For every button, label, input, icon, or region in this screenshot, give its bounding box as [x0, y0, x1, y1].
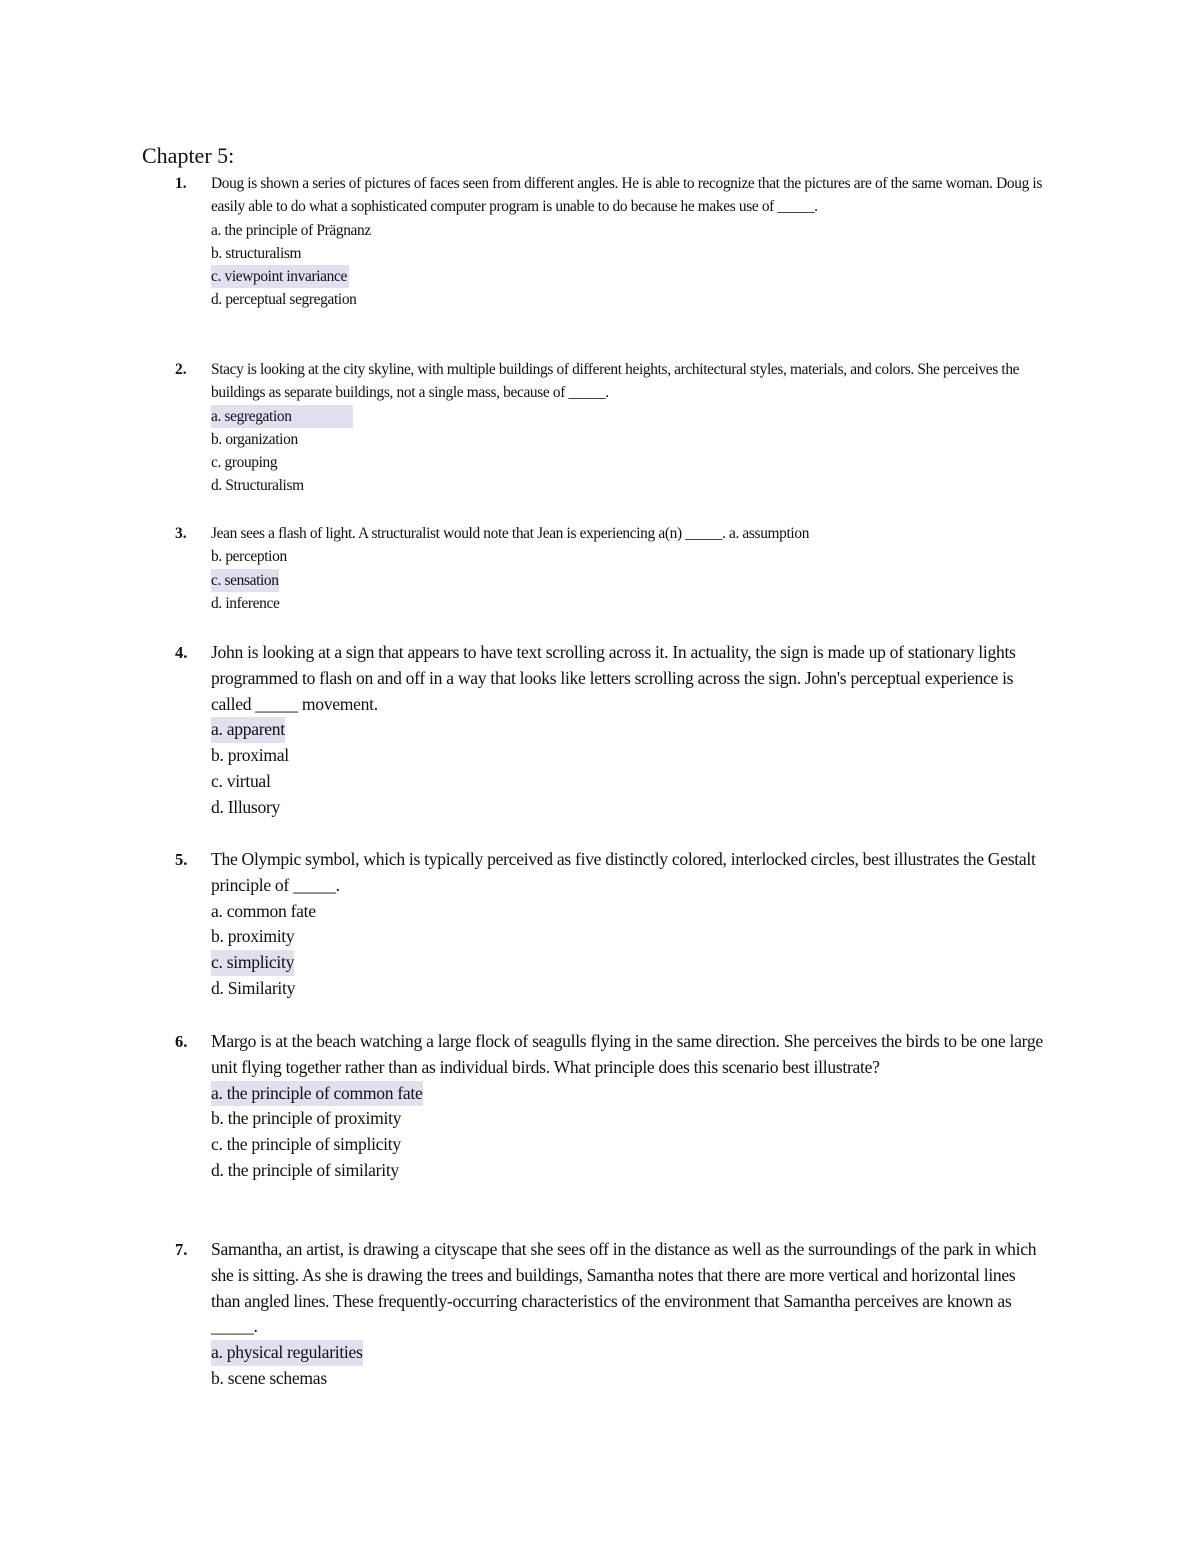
- answer-option-highlighted: c. simplicity: [211, 950, 1046, 976]
- answer-option: d. Structuralism: [211, 477, 304, 495]
- question-text: Samantha, an artist, is drawing a cityscape that she sees off in the distance as well as the surroundings of the park in which she is sitting. As she is drawing the trees and buildings, Samantha notes that there are more vertical and horizontal lines than angled lines. These frequently-occurring characteristics of the environment that Samantha perceives are known as _____.: [211, 1239, 1037, 1337]
- answer-option-highlighted: c. sensation: [211, 569, 1046, 592]
- question-number: 1.: [175, 175, 187, 192]
- question-text: John is looking at a sign that appears to have text scrolling across it. In actuality, the sign is made up of stationary lights programmed to flash on and off in a way that looks like letters scrolling across the sign. John's perceptual experience is called _____ movement.: [211, 642, 1016, 714]
- answer-option: c. the principle of simplicity: [211, 1134, 401, 1155]
- answer-option-highlighted: a. physical regularities: [211, 1340, 1046, 1366]
- answer-option-highlighted: a. segregation: [211, 405, 1046, 428]
- question-body: [211, 640, 1046, 821]
- question-text: Doug is shown a series of pictures of faces seen from different angles. He is able to recognize that the pictures are of the same woman. Doug is easily able to do what a sophisticated computer program is unable to do because he makes use of _____.: [211, 175, 1043, 216]
- answer-option: c. grouping: [211, 454, 278, 472]
- answer-option: d. the principle of similarity: [211, 1159, 399, 1180]
- answer-option-highlighted: a. the principle of common fate: [211, 1081, 1046, 1107]
- answer-option: b. organization: [211, 430, 298, 448]
- question-number: 6.: [175, 1032, 188, 1051]
- question-text: Margo is at the beach watching a large flock of seagulls flying in the same direction. She perceives the birds to be one large unit flying together rather than as individual birds. What principle does this scenario best illustrate?: [211, 1031, 1043, 1077]
- question-number: 3.: [175, 525, 187, 542]
- answer-option: d. Illusory: [211, 796, 281, 817]
- question-body: [211, 172, 1046, 312]
- question-body: [211, 847, 1046, 1002]
- answer-option-highlighted: a. apparent: [211, 717, 1046, 743]
- question-body: [211, 522, 1046, 615]
- question-text: Stacy is looking at the city skyline, with multiple buildings of different heights, architectural styles, materials, and colors. She perceives the buildings as separate buildings, not a single mass, because of _____.: [211, 361, 1020, 402]
- answer-option: b. structuralism: [211, 244, 302, 262]
- answer-option: b. proximity: [211, 926, 295, 947]
- answer-option: d. perceptual segregation: [211, 291, 357, 309]
- answer-option: b. perception: [211, 548, 287, 566]
- answer-option: d. inference: [211, 594, 280, 612]
- answer-option-highlighted: c. viewpoint invariance: [211, 265, 1046, 288]
- question-text: The Olympic symbol, which is typically perceived as five distinctly colored, interlocked circles, best illustrates the Gestalt principle of _____.: [211, 849, 1036, 895]
- answer-option: b. the principle of proximity: [211, 1108, 402, 1129]
- question-number: 4.: [175, 643, 188, 662]
- chapter-title: Chapter 5:: [142, 143, 235, 168]
- question-text: Jean sees a flash of light. A structuralist would note that Jean is experiencing a(n) _____. a. assumption: [211, 525, 810, 542]
- answer-option: d. Similarity: [211, 977, 296, 998]
- answer-option: b. proximal: [211, 745, 289, 766]
- answer-option: c. virtual: [211, 770, 271, 791]
- answer-option: a. the principle of Prägnanz: [211, 221, 371, 239]
- answer-option: b. scene schemas: [211, 1367, 327, 1388]
- question-body: [211, 1237, 1046, 1392]
- question-number: 7.: [175, 1240, 188, 1259]
- question-body: [211, 1029, 1046, 1184]
- question-number: 2.: [175, 361, 187, 378]
- question-body: [211, 358, 1046, 498]
- answer-option: a. common fate: [211, 900, 316, 921]
- question-number: 5.: [175, 850, 188, 869]
